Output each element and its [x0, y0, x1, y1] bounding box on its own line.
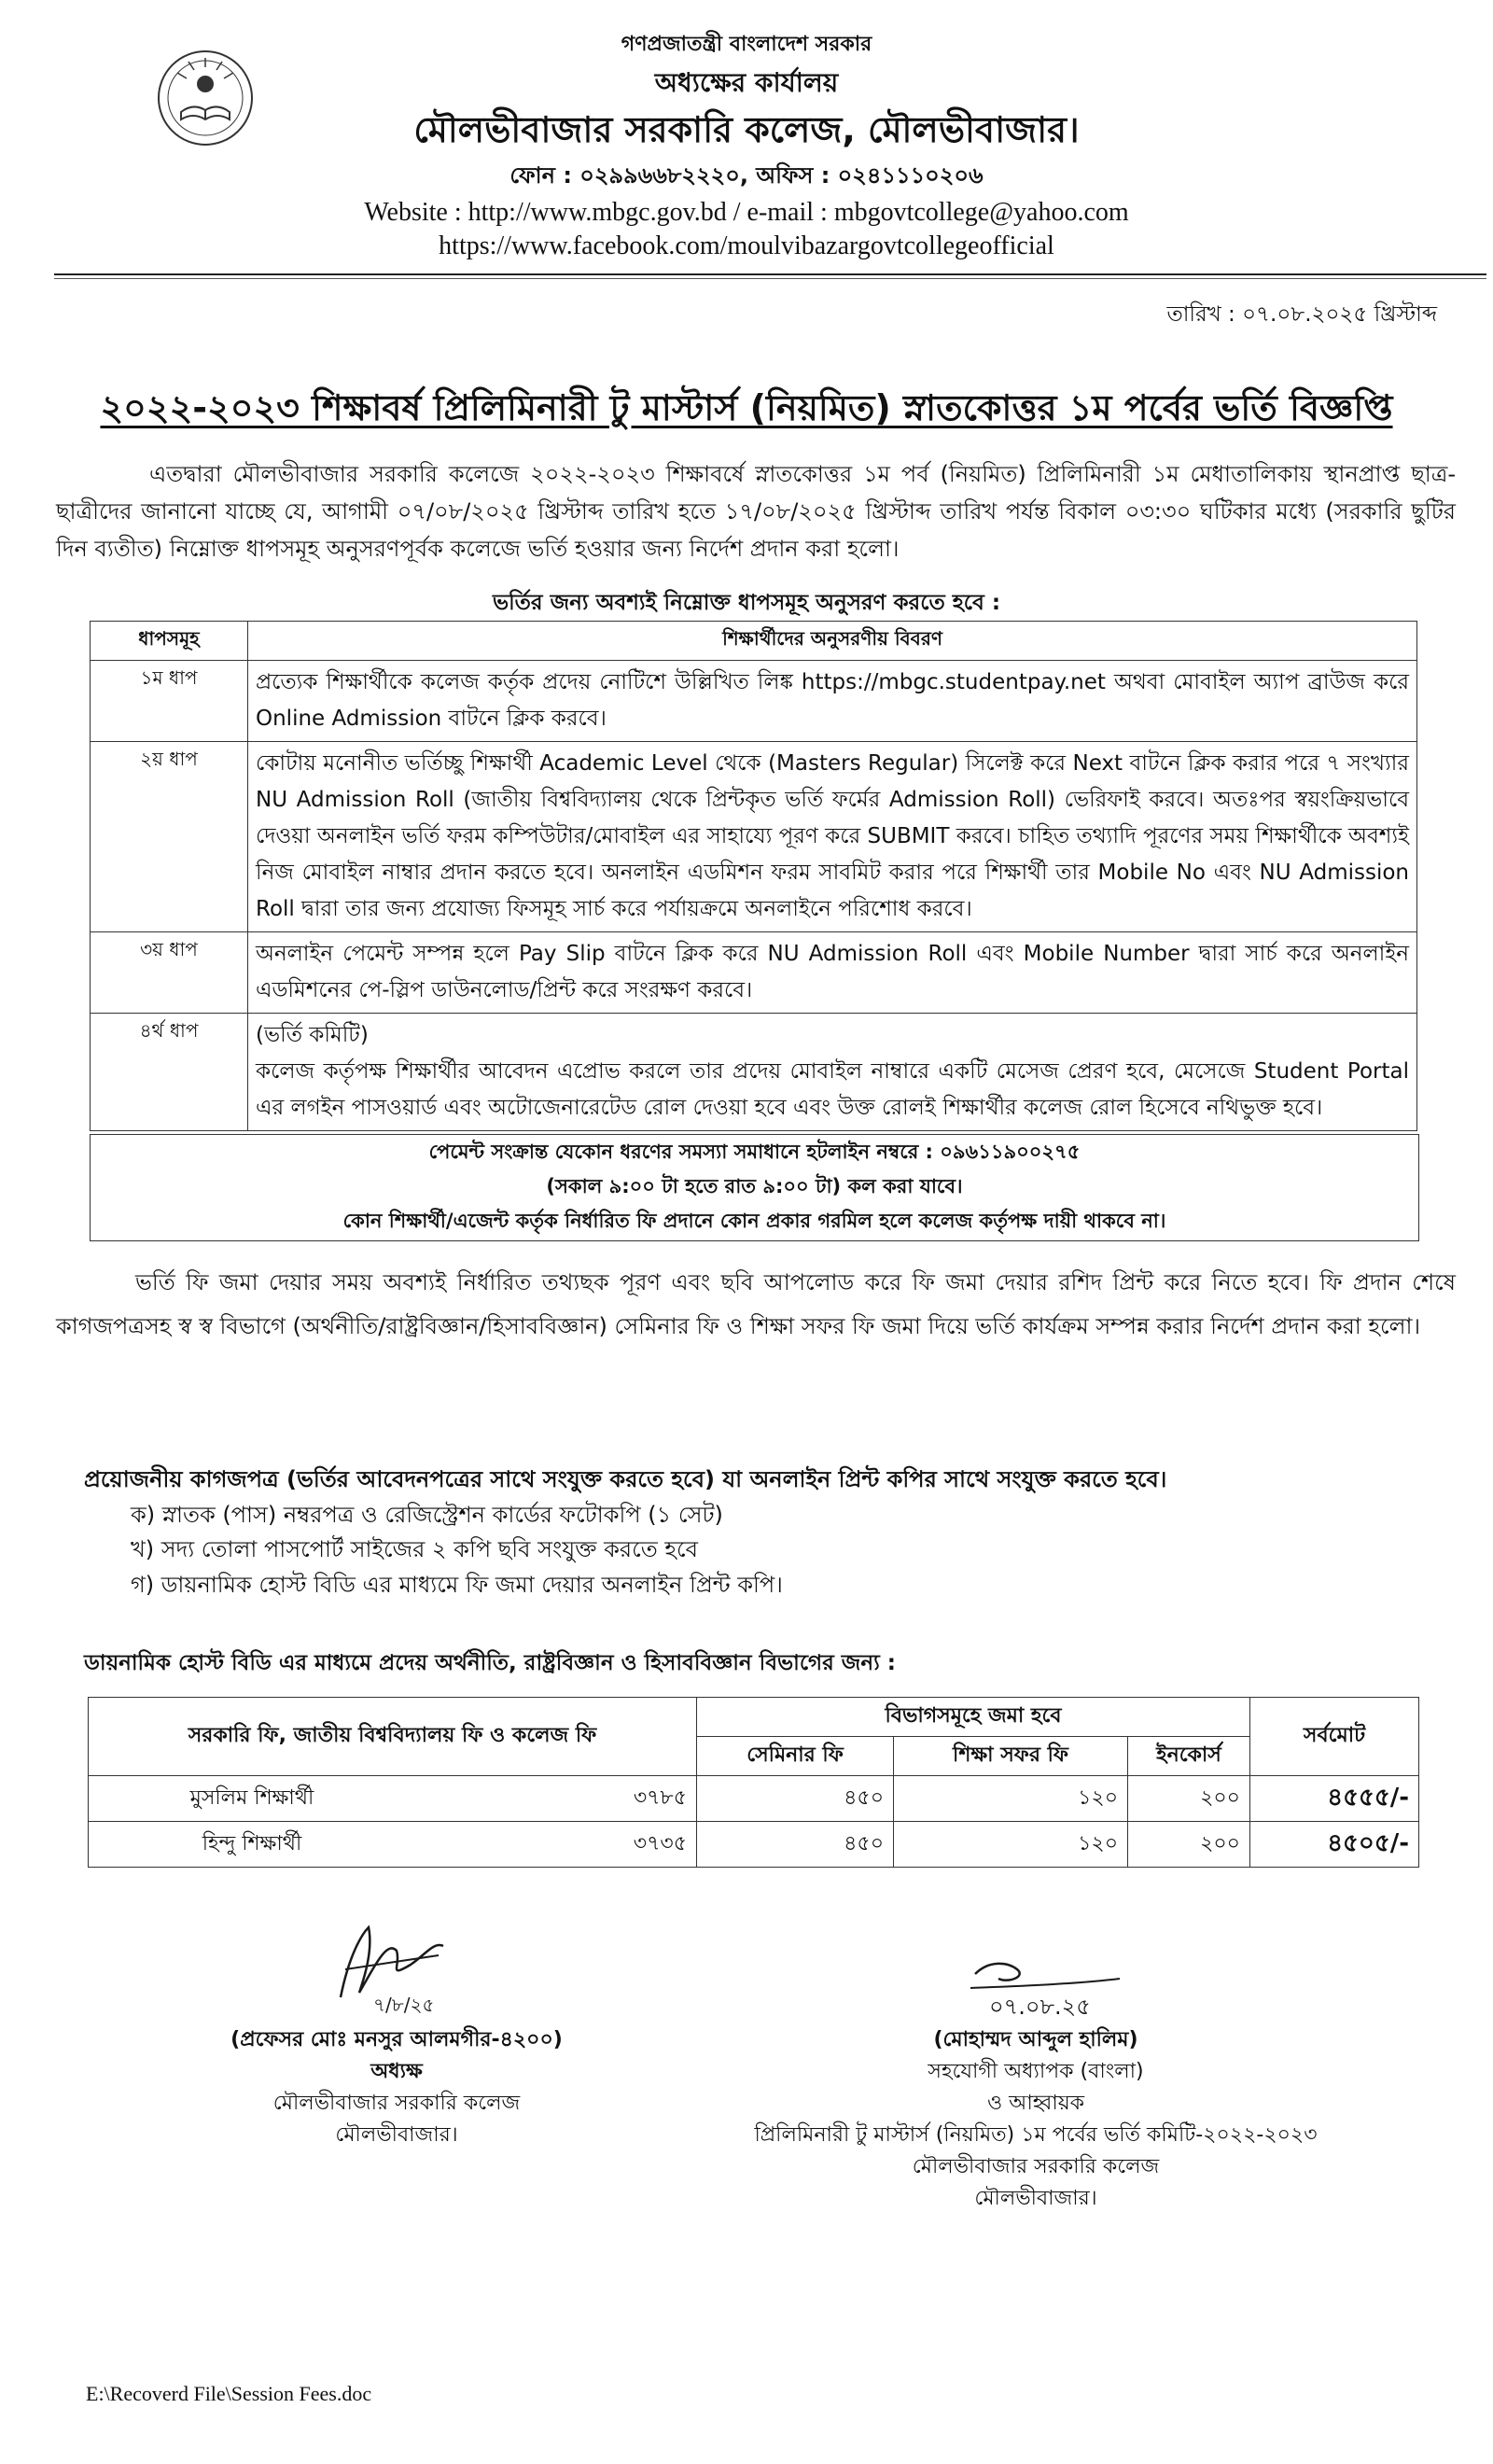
facebook-line: https://www.facebook.com/moulvibazargovtcollegeofficial: [439, 231, 1054, 260]
fee-col-main: সরকারি ফি, জাতীয় বিশ্ববিদ্যালয় ফি ও কলেজ ফি: [89, 1698, 697, 1776]
fee-seminar: ৪৫০: [697, 1822, 894, 1868]
hotline-line: পেমেন্ট সংক্রান্ত যেকোন ধরণের সমস্যা সমাধানে হটলাইন নম্বরে : ০৯৬১১৯০০২৭৫: [428, 1141, 1081, 1163]
principal-title: অধ্যক্ষ: [370, 2060, 423, 2083]
fee-col-group: বিভাগসমূহে জমা হবে: [697, 1698, 1250, 1737]
step-desc-line: (ভর্তি কমিটি): [256, 1023, 369, 1047]
convener-title: সহযোগী অধ্যাপক (বাংলা): [928, 2060, 1144, 2083]
step-desc: অনলাইন পেমেন্ট সম্পন্ন হলে Pay Slip বাটনে ক্লিক করে NU Admission Roll এবং Mobile Number দ্বারা সার্চ করে অনলাইন এডমিশনের পে-স্লিপ ডাউনলোড/প্রিন্ট করে সংরক্ষণ করবে।: [248, 932, 1417, 1014]
steps-heading: ভর্তির জন্য অবশ্যই নিম্নোক্ত ধাপসমূহ অনুসরণ করতে হবে :: [492, 591, 1001, 615]
payment-notice-box: [90, 1134, 1419, 1241]
documents-heading: প্রয়োজনীয় কাগজপত্র (ভর্তির আবেদনপত্রের সাথে সংযুক্ত করতে হবে) যা অনলাইন প্রিন্ট কপির সাথে সংযুক্ত করতে হবে।: [84, 1466, 1167, 1492]
file-path: E:\Recoverd File\Session Fees.doc: [86, 2382, 372, 2405]
office-name: অধ্যক্ষের কার্যালয়: [654, 67, 839, 98]
call-time-line: (সকাল ৯:০০ টা হতে রাত ৯:০০ টা) কল করা যাবে।: [546, 1175, 963, 1197]
fee-row-label: হিন্দু শিক্ষার্থী: [89, 1822, 416, 1868]
convener-committee: প্রিলিমিনারী টু মাস্টার্স (নিয়মিত) ১ম পর্বের ভর্তি কমিটি-২০২২-২০২৩: [754, 2123, 1318, 2147]
fee-row-label: মুসলিম শিক্ষার্থী: [89, 1776, 416, 1822]
fee-total: ৪৫৫৫/-: [1250, 1776, 1419, 1822]
fee-tour: ১২০: [894, 1822, 1128, 1868]
fee-table-heading: ডায়নামিক হোস্ট বিডি এর মাধ্যমে প্রদেয় অর্থনীতি, রাষ্ট্রবিজ্ঞান ও হিসাববিজ্ঞান বিভাগের জন্য :: [84, 1651, 896, 1675]
steps-col-desc: শিক্ষার্থীদের অনুসরণীয় বিবরণ: [248, 622, 1417, 661]
govt-name: গণপ্রজাতন্ত্রী বাংলাদেশ সরকার: [621, 33, 872, 56]
convener-signature: [961, 1951, 1148, 2021]
table-row: [89, 1776, 1419, 1822]
step-desc-line: কলেজ কর্তৃপক্ষ শিক্ষার্থীর আবেদন এপ্রোভ করলে তার প্রদেয় মোবাইল নাম্বারে একটি মেসেজ প্রেরণ হবে, মেসেজে Student Portal এর লগইন পাসওয়ার্ড এবং অটোজেনারেটেড রোল দেওয়া হবে এবং উক্ত রোলই শিক্ষার্থীর কলেজ রোল হিসেবে নথিভুক্ত হবে।: [256, 1059, 1409, 1120]
principal-name: (প্রফেসর মোঃ মনসুর আলমগীর-৪২০০): [230, 2028, 563, 2051]
header-divider: [54, 273, 1486, 275]
step-desc: প্রত্যেক শিক্ষার্থীকে কলেজ কর্তৃক প্রদেয় নোটিশে উল্লিখিত লিঙ্ক https://mbgc.studentpay.net অথবা মোবাইল অ্যাপ ব্রাউজ করে Online Admission বাটনে ক্লিক করবে।: [248, 661, 1417, 742]
list-item: গ) ডায়নামিক হোস্ট বিডি এর মাধ্যমে ফি জমা দেয়ার অনলাইন প্রিন্ট কপি।: [131, 1572, 783, 1598]
fee-govt: ৩৭৩৫: [415, 1822, 697, 1868]
table-row: [91, 1014, 1417, 1131]
intro-paragraph: এতদ্বারা মৌলভীবাজার সরকারি কলেজে ২০২২-২০২৩ শিক্ষাবর্ষে স্নাতকোত্তর ১ম পর্ব (নিয়মিত) প্রিলিমিনারী ১ম মেধাতালিকায় স্থানপ্রাপ্ত ছাত্র-ছাত্রীদের জানানো যাচ্ছে যে, আগামী ০৭/০৮/২০২৫ খ্রিস্টাব্দ তারিখ হতে ১৭/০৮/২০২৫ খ্রিস্টাব্দ তারিখ পর্যন্ত বিকাল ০৩:৩০ ঘটিকার মধ্যে (সরকারি ছুটির দিন ব্যতীত) নিম্নোক্ত ধাপসমূহ অনুসরণপূর্বক কলেজে ভর্তি হওয়ার জন্য নির্দেশ প্রদান করা হলো।: [56, 461, 1456, 562]
step-label: ৪র্থ ধাপ: [91, 1014, 248, 1131]
fee-col-incourse: ইনকোর্স: [1128, 1737, 1250, 1776]
list-item: খ) সদ্য তোলা পাসপোর্ট সাইজের ২ কপি ছবি সংযুক্ত করতে হবে: [131, 1536, 698, 1562]
disclaimer-line: কোন শিক্ষার্থী/এজেন্ট কর্তৃক নির্ধারিত ফি প্রদানে কোন প্রকার গরমিল হলে কলেজ কর্তৃপক্ষ দায়ী থাকবে না।: [342, 1210, 1166, 1232]
step-desc: [248, 1014, 1417, 1131]
fee-tour: ১২০: [894, 1776, 1128, 1822]
table-row: [91, 661, 1417, 742]
step-label: ৩য় ধাপ: [91, 932, 248, 1014]
fee-col-seminar: সেমিনার ফি: [697, 1737, 894, 1776]
convener-name: (মোহাম্মদ আব্দুল হালিম): [933, 2028, 1138, 2051]
fee-incourse: ২০০: [1128, 1822, 1250, 1868]
principal-sign-date: ৭/৮/২৫: [373, 1994, 435, 2016]
college-name: মৌলভীবাজার সরকারি কলেজ, মৌলভীবাজার।: [413, 109, 1080, 150]
fee-paragraph: ভর্তি ফি জমা দেয়ার সময় অবশ্যই নির্ধারিত তথ্যছক পূরণ এবং ছবি আপলোড করে ফি জমা দেয়ার রশিদ প্রিন্ট করে নিতে হবে। ফি প্রদান শেষে কাগজপত্রসহ স্ব স্ব বিভাগে (অর্থনীতি/রাষ্ট্রবিজ্ঞান/হিসাববিজ্ঞান) সেমিনার ফি ও শিক্ষা সফর ফি জমা দিয়ে ভর্তি কার্যক্রম সম্পন্ন করার নির্দেশ প্রদান করা হলো।: [56, 1269, 1456, 1339]
table-row: [91, 742, 1417, 932]
fee-col-tour: শিক্ষা সফর ফি: [894, 1737, 1128, 1776]
steps-col-step: ধাপসমূহ: [91, 622, 248, 661]
website-line: Website : http://www.mbgc.gov.bd / e-mail : mbgovtcollege@yahoo.com: [364, 198, 1129, 227]
notice-date: তারিখ : ০৭.০৮.২০২৫ খ্রিস্টাব্দ: [1166, 302, 1437, 327]
step-desc: কোটায় মনোনীত ভর্তিচ্ছু শিক্ষার্থী Academic Level থেকে (Masters Regular) সিলেক্ট করে Next বাটনে ক্লিক করার পরে ৭ সংখ্যার NU Admission Roll (জাতীয় বিশ্ববিদ্যালয় থেকে প্রিন্টকৃত ভর্তি ফর্মের Admission Roll) ভেরিফাই করবে। অতঃপর স্বয়ংক্রিয়ভাবে দেওয়া অনলাইন ভর্তি ফরম কম্পিউটার/মোবাইল এর সাহায্যে পূরণ করে SUBMIT করবে। চাহিত তথ্যাদি পূরণের সময় শিক্ষার্থীকে অবশ্যই নিজ মোবাইল নাম্বার প্রদান করতে হবে। অনলাইন এডমিশন ফরম সাবমিট করার পরে শিক্ষার্থী তার Mobile No এবং NU Admission Roll দ্বারা তার জন্য প্রযোজ্য ফিসমূহ সার্চ করে পর্যায়ক্রমে অনলাইনে পরিশোধ করবে।: [248, 742, 1417, 932]
fee-total: ৪৫০৫/-: [1250, 1822, 1419, 1868]
step-label: ১ম ধাপ: [91, 661, 248, 742]
fee-incourse: ২০০: [1128, 1776, 1250, 1822]
fee-col-total: সর্বমোট: [1250, 1698, 1419, 1776]
principal-place: মৌলভীবাজার।: [335, 2123, 458, 2147]
notice-title: ২০২২-২০২৩ শিক্ষাবর্ষ প্রিলিমিনারী টু মাস্টার্স (নিয়মিত) স্নাতকোত্তর ১ম পর্বের ভর্তি বিজ্ঞপ্তি: [100, 387, 1393, 428]
convener-sign-date: ০৭.০৮.২৫: [989, 1994, 1091, 2020]
convener-org: মৌলভীবাজার সরকারি কলেজ: [912, 2155, 1160, 2178]
convener-role: ও আহ্বায়ক: [986, 2092, 1085, 2115]
list-item: ক) স্নাতক (পাস) নম্বরপত্র ও রেজিস্ট্রেশন কার্ডের ফটোকপি (১ সেট): [131, 1502, 723, 1528]
fee-seminar: ৪৫০: [697, 1776, 894, 1822]
convener-signature-block: [672, 2024, 1400, 2215]
table-row: [89, 1822, 1419, 1868]
convener-place: মৌলভীবাজার।: [974, 2187, 1097, 2210]
steps-table: [90, 621, 1417, 1131]
fee-table: [88, 1697, 1419, 1868]
fee-govt: ৩৭৮৫: [415, 1776, 697, 1822]
principal-org: মৌলভীবাজার সরকারি কলেজ: [272, 2092, 521, 2115]
header-divider-thin: [54, 278, 1486, 279]
table-row: [91, 932, 1417, 1014]
step-label: ২য় ধাপ: [91, 742, 248, 932]
principal-signature: [322, 1913, 462, 2016]
phone-line: ফোন : ০২৯৯৬৬৮২২২০, অফিস : ০২৪১১১০২০৬: [509, 162, 984, 189]
principal-signature-block: [196, 2024, 597, 2151]
